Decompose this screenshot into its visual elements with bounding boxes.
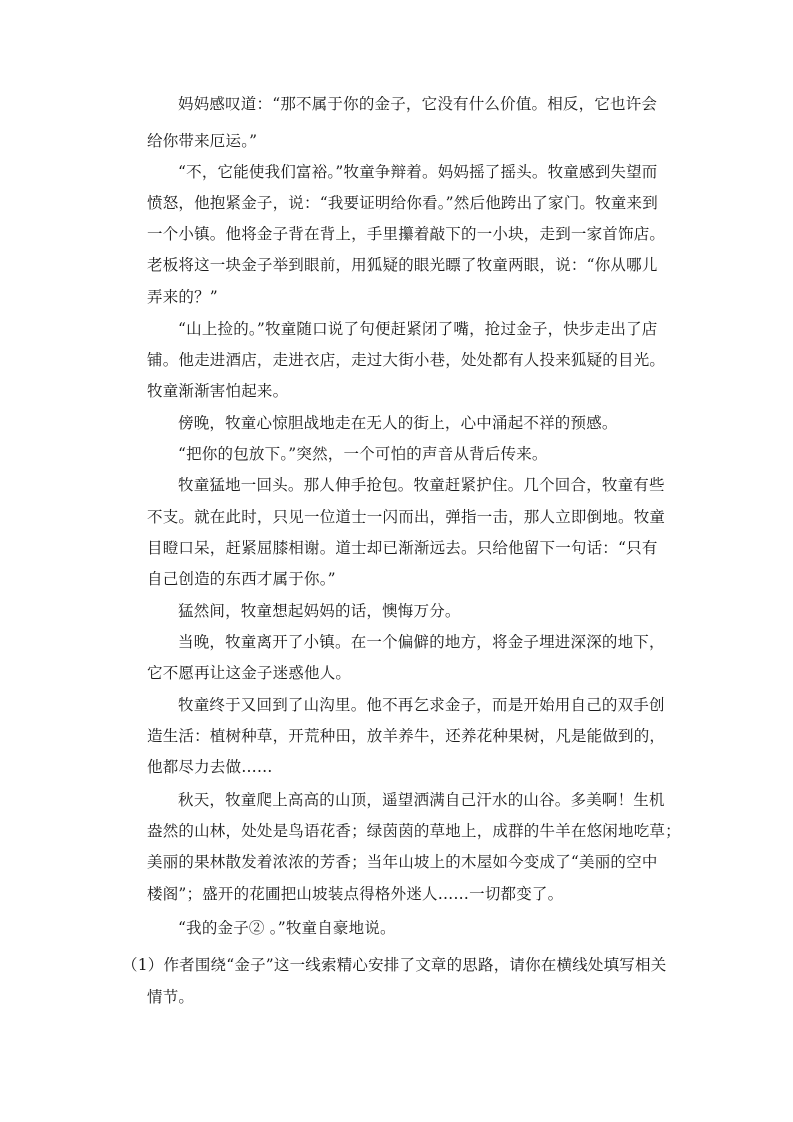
question-1-continuation: 情节。 xyxy=(147,988,195,1006)
story-text-line: 目瞪口呆，赶紧屈膝相谢。道士却已渐渐远去。只给他留下一句话：“只有 xyxy=(147,539,658,557)
story-text-line: 愤怒，他抱紧金子，说：“我要证明给你看。”然后他跨出了家门。牧童来到 xyxy=(147,194,658,212)
question-1-text: （1）作者围绕“金子”这一线索精心安排了文章的思路，请你在横线处填写相关 xyxy=(122,956,667,974)
story-text-line: 秋天，牧童爬上高高的山顶，遥望洒满自己汗水的山谷。多美啊！生机 xyxy=(178,791,665,809)
story-text-line: 他都尽力去做…… xyxy=(147,758,273,776)
story-text-line: 自己创造的东西才属于你。” xyxy=(147,570,336,588)
story-text-line: “不，它能使我们富裕。”牧童争辩着。妈妈摇了摇头。牧童感到失望而 xyxy=(178,163,658,181)
story-text-line: 它不愿再让这金子迷惑他人。 xyxy=(147,664,352,682)
story-text-line: 美丽的果林散发着浓浓的芳香；当年山坡上的木屋如今变成了“美丽的空中 xyxy=(147,853,658,871)
story-text-line: 不支。就在此时，只见一位道士一闪而出，弹指一击，那人立即倒地。牧童 xyxy=(147,508,666,526)
story-text-line: 妈妈感叹道：“那不属于你的金子，它没有什么价值。相反，它也许会 xyxy=(178,95,658,113)
story-text-line: 给你带来厄运。” xyxy=(147,132,258,150)
story-text-line: 老板将这一块金子举到眼前，用狐疑的眼光瞟了牧童两眼，说：“你从哪儿 xyxy=(147,256,658,274)
story-text-line: 当晚，牧童离开了小镇。在一个偏僻的地方，将金子埋进深深的地下， xyxy=(178,633,665,651)
story-text-line: 牧童渐渐害怕起来。 xyxy=(147,382,289,400)
story-text-line: “我的金子② 。”牧童自豪地说。 xyxy=(178,919,396,937)
story-text-line: 造生活：植树种草，开荒种田，放羊养牛，还养花种果树，凡是能做到的， xyxy=(147,727,666,745)
story-text-line: 铺。他走进酒店，走进衣店，走过大街小巷，处处都有人投来狐疑的目光。 xyxy=(147,351,666,369)
story-text-line: 楼阁”；盛开的花圃把山坡装点得格外迷人……一切都变了。 xyxy=(147,885,564,903)
story-text-line: “山上捡的。”牧童随口说了句便赶紧闭了嘴，抢过金子，快步走出了店 xyxy=(178,320,658,338)
story-text-line: 弄来的？” xyxy=(147,288,218,306)
story-text-line: 猛然间，牧童想起妈妈的话，懊悔万分。 xyxy=(178,602,461,620)
story-text-line: 盎然的山林，处处是鸟语花香；绿茵茵的草地上，成群的牛羊在悠闲地吃草； xyxy=(147,822,681,840)
story-text-line: 傍晚，牧童心惊胆战地走在无人的街上，心中涌起不祥的预感。 xyxy=(178,414,618,432)
story-text-line: 牧童终于又回到了山沟里。他不再乞求金子，而是开始用自己的双手创 xyxy=(178,696,665,714)
story-text-line: 一个小镇。他将金子背在背上，手里攥着敲下的一小块，走到一家首饰店。 xyxy=(147,225,666,243)
story-text-line: “把你的包放下。”突然，一个可怕的声音从背后传来。 xyxy=(178,445,548,463)
story-text-line: 牧童猛地一回头。那人伸手抢包。牧童赶紧护住。几个回合，牧童有些 xyxy=(178,476,665,494)
